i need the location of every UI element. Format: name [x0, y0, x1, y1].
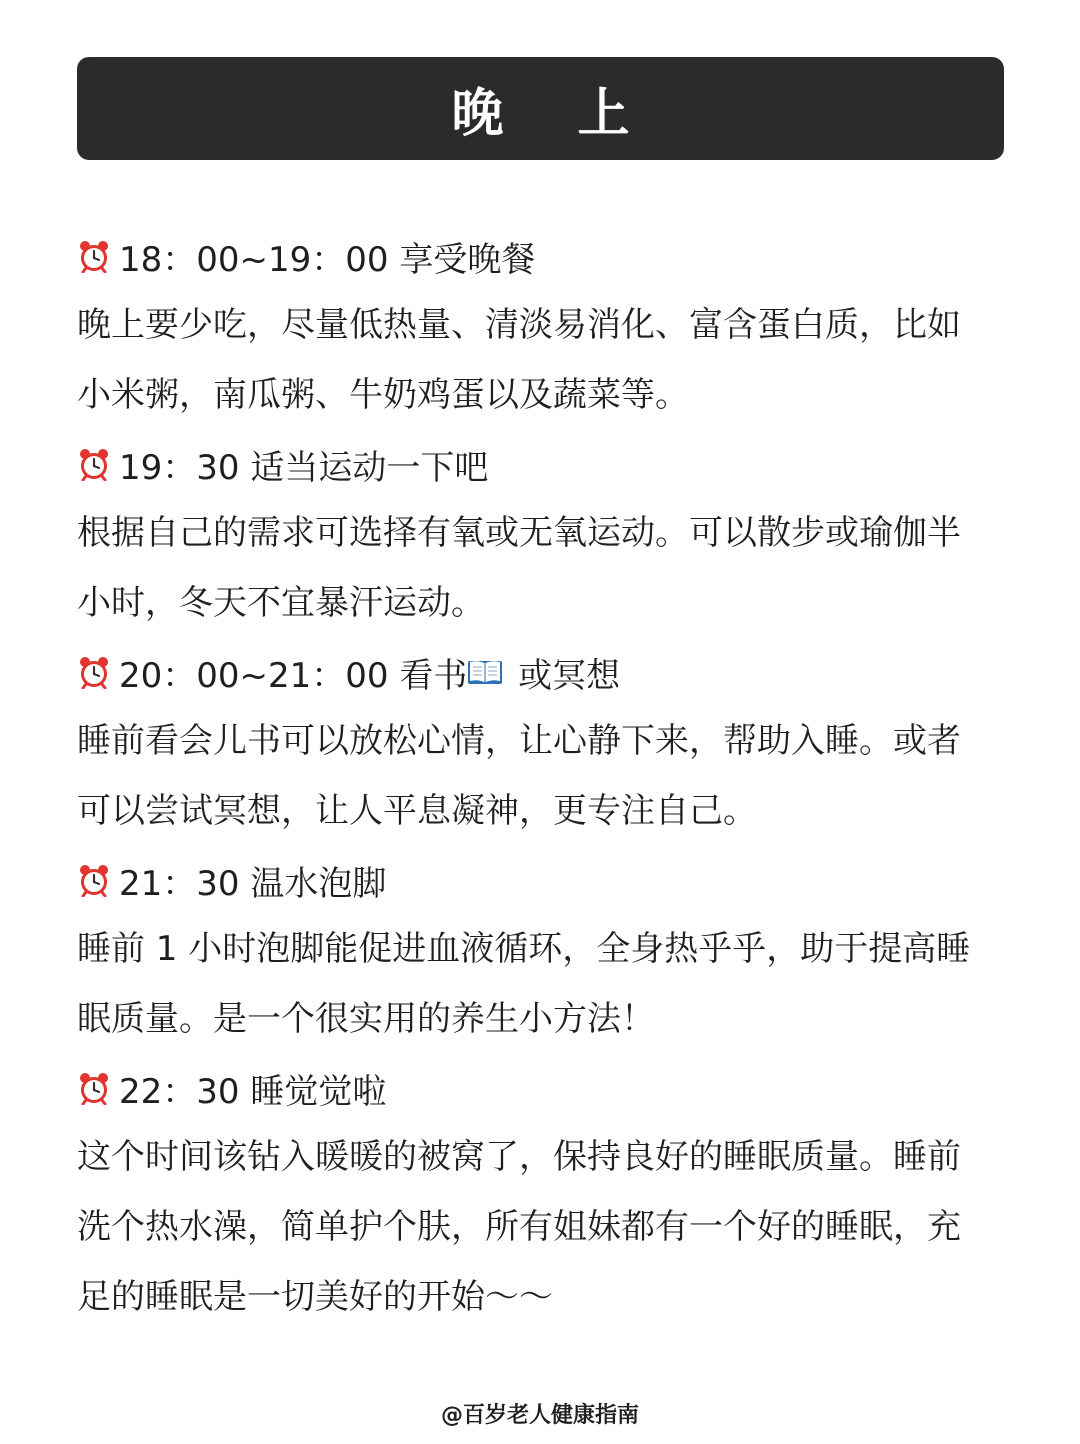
alarm-clock-icon: [77, 239, 111, 273]
entry-heading: [77, 1054, 1007, 1122]
entry-time-title: 21：30 温水泡脚: [119, 863, 387, 904]
schedule-content: [77, 222, 1007, 1332]
entry-time-title: 20：00~21：00 看书: [119, 655, 468, 696]
entry-text-line: 这个时间该钻入暖暖的被窝了，保持良好的睡眠质量。睡前: [77, 1137, 961, 1177]
schedule-entry: [77, 1054, 1007, 1332]
schedule-entry: [77, 430, 1007, 638]
schedule-entry: [77, 638, 1007, 846]
alarm-clock-icon: [77, 863, 111, 897]
author-watermark: @百岁老人健康指南: [440, 1403, 639, 1428]
schedule-entry: [77, 846, 1007, 1054]
entry-time-title: 22：30 睡觉觉啦: [119, 1071, 387, 1112]
open-book-icon: [467, 658, 503, 686]
entry-text-line: 睡前 1 小时泡脚能促进血液循环，全身热乎乎，助于提高睡: [77, 929, 971, 969]
title-banner: [77, 57, 1004, 160]
entry-text-line: 洗个热水澡，简单护个肤，所有姐妹都有一个好的睡眠，充: [77, 1207, 961, 1247]
schedule-entry: [77, 222, 1007, 430]
entry-heading: [77, 638, 1007, 706]
entry-text-line: 小米粥，南瓜粥、牛奶鸡蛋以及蔬菜等。: [77, 375, 689, 415]
page-title: 晚 上: [451, 84, 658, 144]
entry-time-title: 19：30 适当运动一下吧: [119, 447, 489, 488]
entry-time-title: 18：00~19：00 享受晚餐: [119, 239, 536, 280]
entry-heading: [77, 846, 1007, 914]
alarm-clock-icon: [77, 1071, 111, 1105]
entry-text-line: 根据自己的需求可选择有氧或无氧运动。可以散步或瑜伽半: [77, 513, 961, 553]
entry-time-title-suffix: 或冥想: [507, 655, 621, 696]
entry-text-line: 睡前看会儿书可以放松心情，让心静下来，帮助入睡。或者: [77, 721, 961, 761]
entry-text-line: 可以尝试冥想，让人平息凝神，更专注自己。: [77, 791, 757, 831]
entry-text-line: 晚上要少吃，尽量低热量、清淡易消化、富含蛋白质，比如: [77, 305, 961, 345]
entry-heading: [77, 222, 1007, 290]
entry-text-line: 足的睡眠是一切美好的开始～～: [77, 1277, 553, 1317]
entry-heading: [77, 430, 1007, 498]
entry-text-line: 眠质量。是一个很实用的养生小方法！: [77, 999, 655, 1039]
entry-text-line: 小时，冬天不宜暴汗运动。: [77, 583, 485, 623]
alarm-clock-icon: [77, 655, 111, 689]
alarm-clock-icon: [77, 447, 111, 481]
